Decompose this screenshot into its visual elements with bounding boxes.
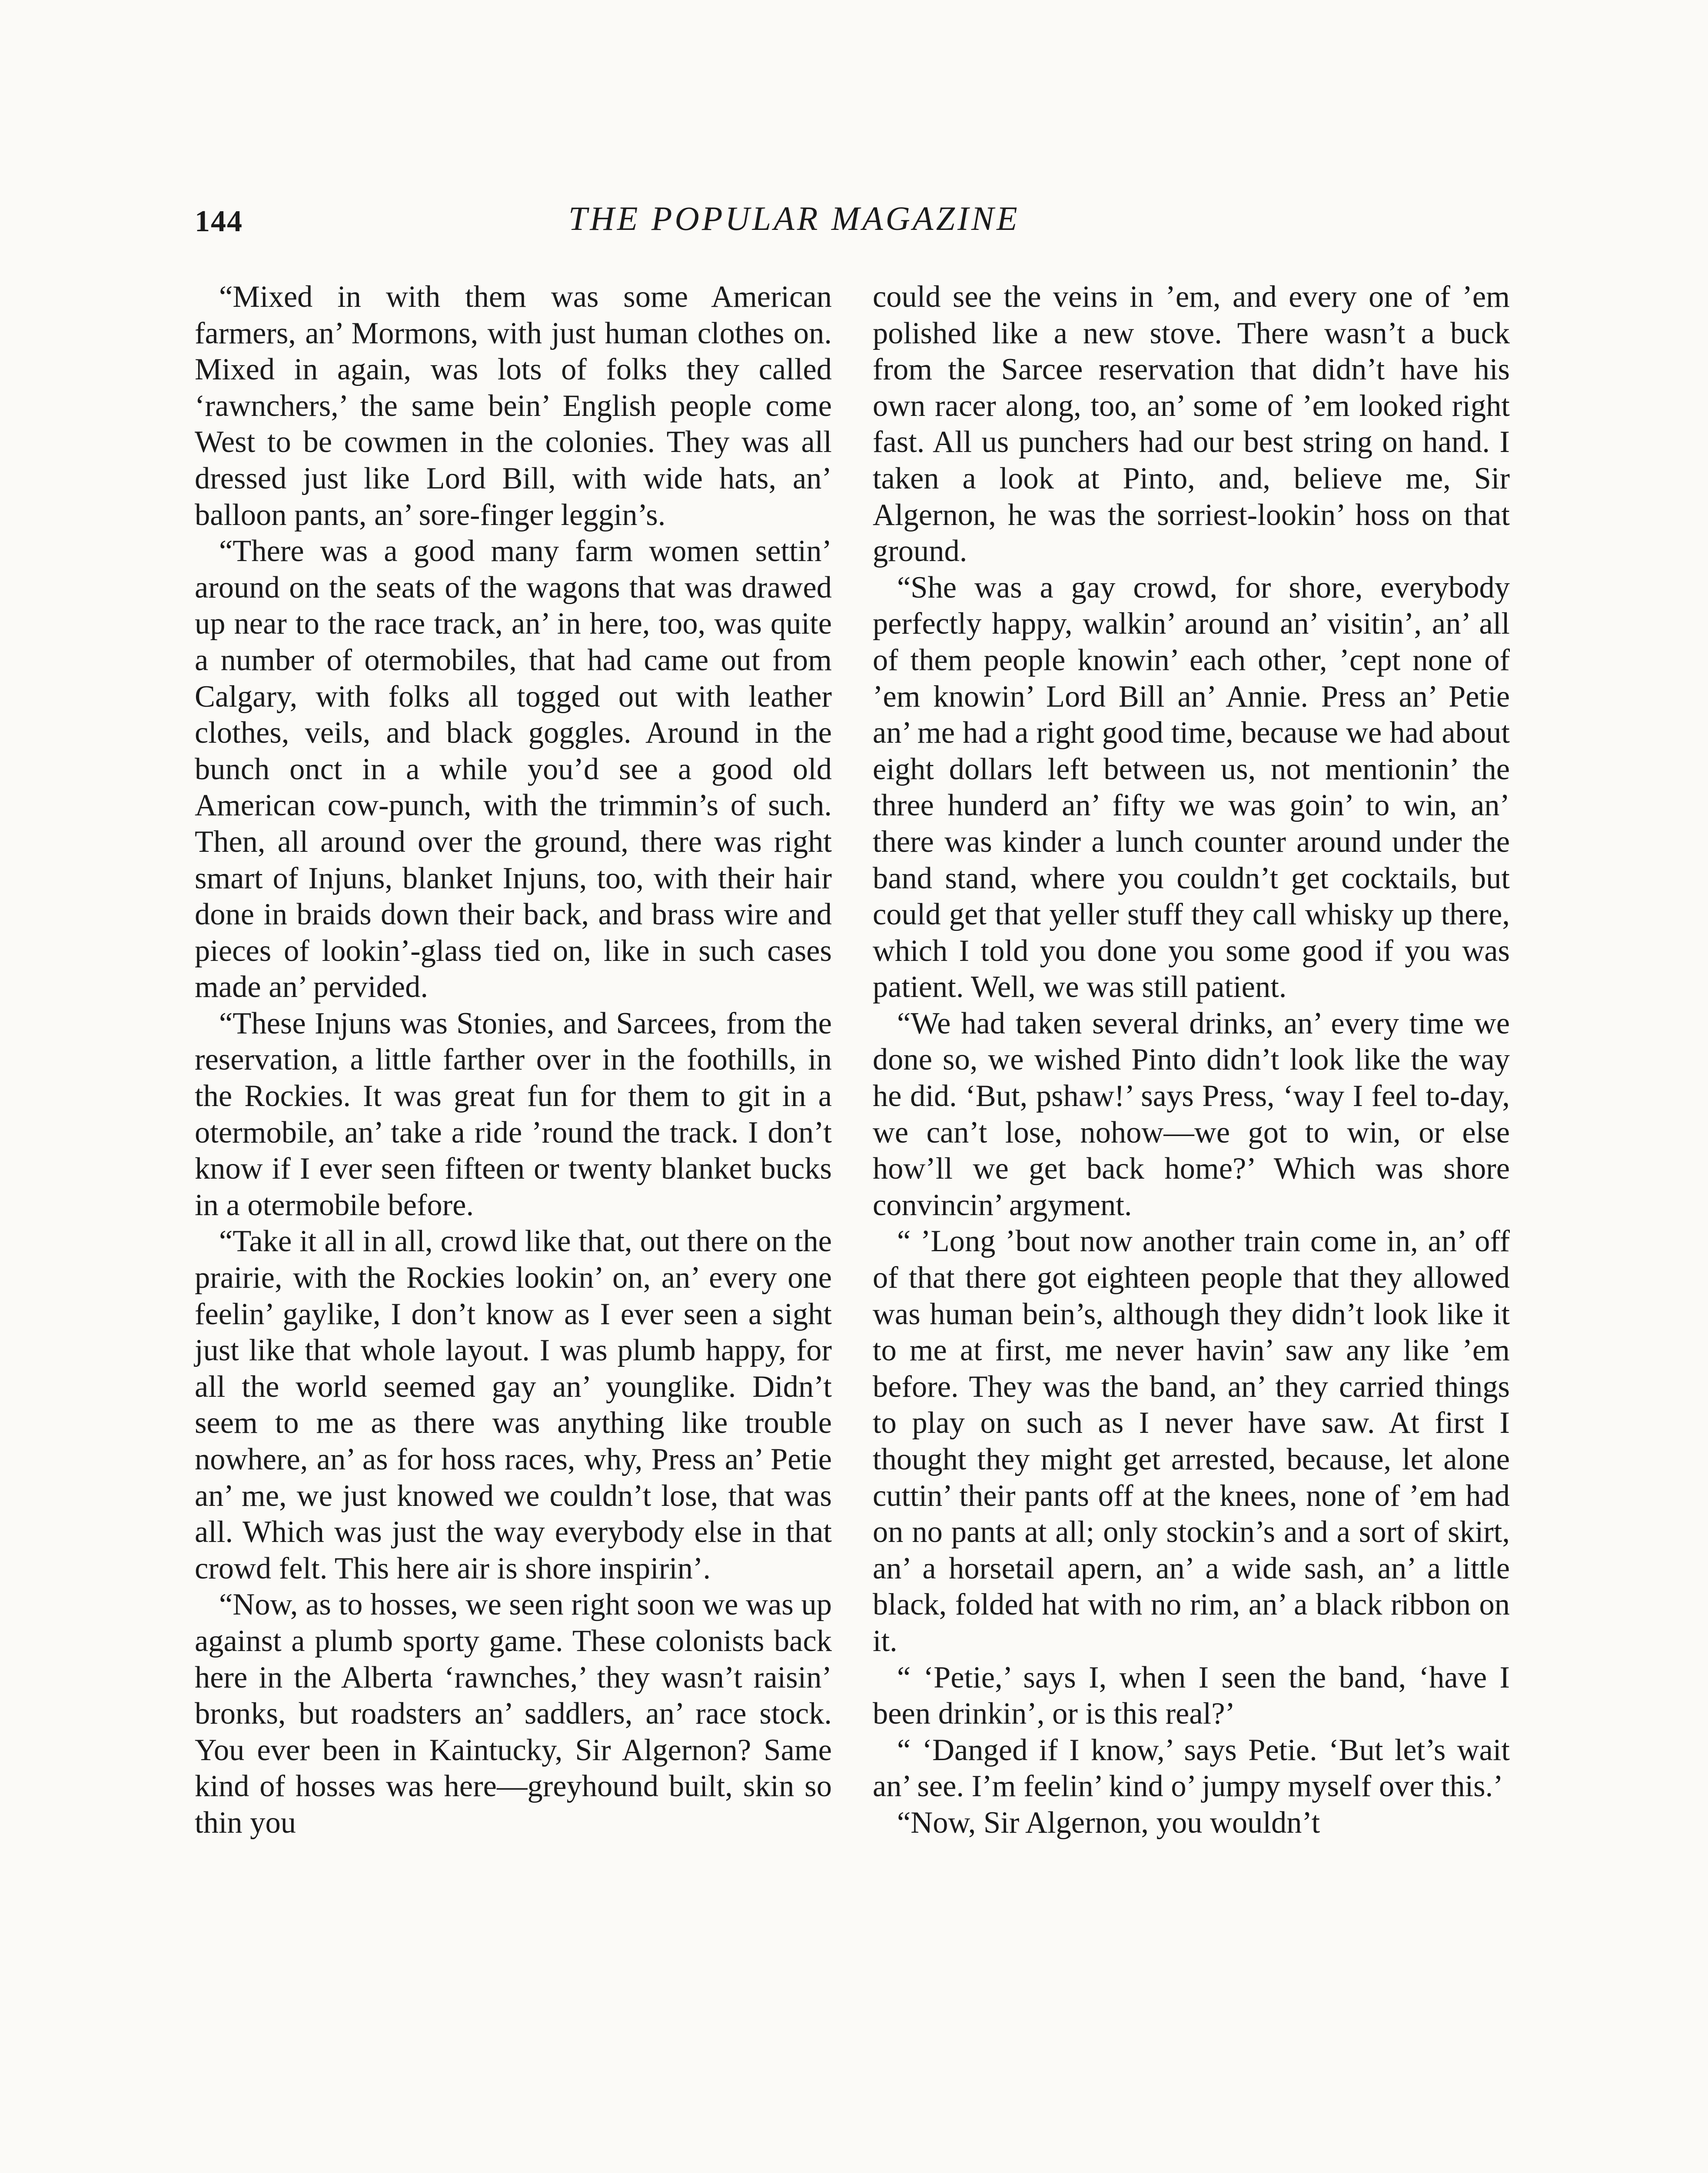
paragraph: “She was a gay crowd, for shore, everybody perfectly happy, walkin’ around an’ visitin’, an’ all of them people knowin’ each other, ’cept none of ’em knowin’ Lord Bill an’ Annie. Press an’ Petie an’ me had a right good time, because we had about eight dollars left between us, not mentionin’ the three hunderd an’ fifty we was goin’ to win, an’ there was kinder a lunch counter around under the band stand, where you couldn’t get cocktails, but could get that yeller stuff they call whisky up there, which I told you done you some good if you was patient. Well, we was still patient.: [873, 570, 1510, 1004]
paragraph-continuation: could see the veins in ’em, and every one of ’em polished like a new stove. There wasn’t a buck from the Sarcee reservation that didn’t have his own racer along, too, an’ some of ’em looked right fast. All us punchers had our best string on hand. I taken a look at Pinto, and, believe me, Sir Algernon, he was the sorriest-lookin’ hoss on that ground.: [873, 280, 1510, 568]
paragraph: “Now, Sir Algernon, you wouldn’t: [897, 1805, 1320, 1840]
paragraph: “ ‘Petie,’ says I, when I seen the band, ‘have I been drinkin’, or is this real?’: [873, 1660, 1510, 1731]
paragraph: “Mixed in with them was some American farmers, an’ Mormons, with just human clothes on. Mixed in again, was lots of folks they called ‘rawnchers,’ the same bein’ English people come West to be cowmen in the colonies. They was all dressed just like Lord Bill, with wide hats, an’ balloon pants, an’ sore-finger leggin’s.: [195, 280, 832, 532]
left-column: [195, 279, 832, 1841]
paragraph: “There was a good many farm women settin’ around on the seats of the wagons that was drawed up near to the race track, an’ in here, too, was quite a number of otermobiles, that had came out from Calgary, with folks all togged out with leather clothes, veils, and black goggles. Around in the bunch onct in a while you’d see a good old American cow-punch, with the trimmin’s of such. Then, all around over the ground, there was right smart of Injuns, blanket Injuns, too, with their hair done in braids down their back, and brass wire and pieces of lookin’-glass tied on, like in such cases made an’ pervided.: [195, 534, 832, 1004]
paragraph: “Take it all in all, crowd like that, out there on the prairie, with the Rockies lookin’ on, an’ every one feelin’ gaylike, I don’t know as I ever seen a sight just like that whole layout. I was plumb happy, for all the world seemed gay an’ younglike. Didn’t seem to me as there was anything like trouble nowhere, an’ as for hoss races, why, Press an’ Petie an’ me, we just knowed we couldn’t lose, that was all. Which was just the way everybody else in that crowd felt. This here air is shore inspirin’.: [195, 1224, 832, 1585]
paragraph: “ ’Long ’bout now another train come in, an’ off of that there got eighteen people that they allowed was human bein’s, although they didn’t look like it to me at first, me never havin’ saw any like ’em before. They was the band, an’ they carried things to play on such as I never have saw. At first I thought they might get arrested, because, let alone cuttin’ their pants off at the knees, none of ’em had on no pants at all; only stockin’s and a sort of skirt, an’ a horsetail apern, an’ a wide sash, an’ a little black, folded hat with no rim, an’ a black ribbon on it.: [873, 1224, 1510, 1658]
page-number: 144: [195, 205, 243, 238]
paragraph: “Now, as to hosses, we seen right soon we was up against a plumb sporty game. These colonists back here in the Alberta ‘rawnches,’ they wasn’t raisin’ bronks, but roadsters an’ saddlers, an’ race stock. You ever been in Kaintucky, Sir Algernon? Same kind of hosses was here—greyhound built, skin so thin you: [195, 1588, 832, 1840]
paragraph: “We had taken several drinks, an’ every time we done so, we wished Pinto didn’t look like the way he did. ‘But, pshaw!’ says Press, ‘way I feel to-day, we can’t lose, nohow—we got to win, or else how’ll we get back home?’ Which was shore convincin’ argyment.: [873, 1006, 1510, 1222]
paragraph: “These Injuns was Stonies, and Sarcees, from the reservation, a little farther over in the foothills, in the Rockies. It was great fun for them to git in a otermobile, an’ take a ride ’round the track. I don’t know if I ever seen fifteen or twenty blanket bucks in a otermobile before.: [195, 1006, 832, 1222]
paragraph: “ ‘Danged if I know,’ says Petie. ‘But let’s wait an’ see. I’m feelin’ kind o’ jumpy myself over this.’: [873, 1733, 1510, 1804]
right-column: [873, 279, 1510, 1841]
running-title: THE POPULAR MAGAZINE: [568, 199, 1020, 237]
